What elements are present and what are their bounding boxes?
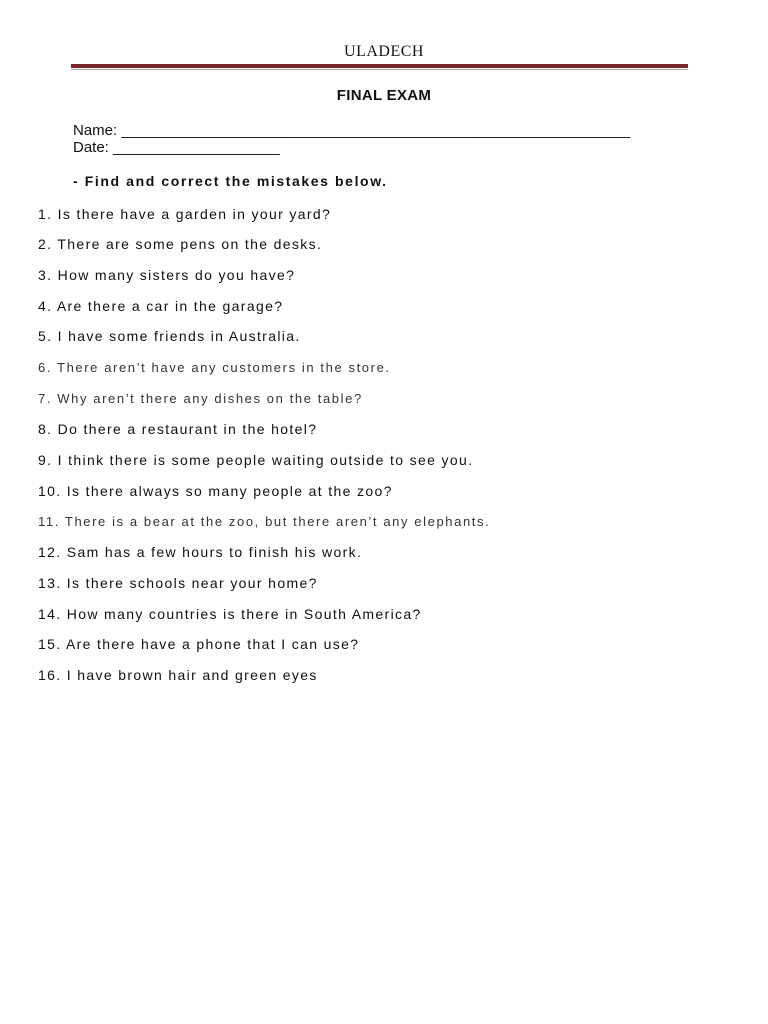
question-number: 2. xyxy=(38,236,53,252)
question-text: Why aren’t there any dishes on the table? xyxy=(57,391,363,406)
question-text: Are there a car in the garage? xyxy=(56,298,284,314)
question-text: I have some friends in Australia. xyxy=(57,328,301,344)
question-number: 3. xyxy=(38,267,53,283)
question-text: Do there a restaurant in the hotel? xyxy=(57,421,318,437)
question-item xyxy=(38,328,301,344)
header-divider xyxy=(71,64,688,68)
question-number: 14. xyxy=(38,606,62,622)
question-item xyxy=(38,544,362,560)
question-item xyxy=(38,514,490,529)
question-number: 8. xyxy=(38,421,53,437)
question-item xyxy=(38,298,283,314)
question-item xyxy=(38,483,393,499)
question-number: 10. xyxy=(38,483,62,499)
question-item xyxy=(38,391,363,406)
date-field: Date: ____________________ xyxy=(73,139,280,156)
question-number: 1. xyxy=(38,206,53,222)
question-item xyxy=(38,360,391,375)
question-text: There are some pens on the desks. xyxy=(57,236,323,252)
header-divider-shadow xyxy=(71,69,688,70)
question-text: Is there schools near your home? xyxy=(66,575,318,591)
question-number: 15. xyxy=(38,636,62,652)
question-number: 4. xyxy=(38,298,53,314)
question-item xyxy=(38,236,322,252)
question-text: How many sisters do you have? xyxy=(57,267,296,283)
question-number: 13. xyxy=(38,575,62,591)
question-text: How many countries is there in South America? xyxy=(66,606,422,622)
question-text: I have brown hair and green eyes xyxy=(66,667,318,683)
question-item xyxy=(38,206,331,222)
question-number: 12. xyxy=(38,544,62,560)
question-number: 9. xyxy=(38,452,53,468)
question-item xyxy=(38,267,295,283)
question-item xyxy=(38,606,422,622)
question-item xyxy=(38,575,318,591)
question-text: Is there have a garden in your yard? xyxy=(57,206,332,222)
institution-header: ULADECH xyxy=(344,43,424,60)
name-field: Name: _____________________________________________________________ xyxy=(73,122,631,139)
instruction-text: - Find and correct the mistakes below. xyxy=(73,173,388,189)
question-number: 16. xyxy=(38,667,62,683)
question-text: I think there is some people waiting outside to see you. xyxy=(57,452,474,468)
question-number: 6. xyxy=(38,360,53,375)
question-number: 11. xyxy=(38,514,60,529)
question-text: Is there always so many people at the zoo? xyxy=(66,483,393,499)
question-item xyxy=(38,636,359,652)
question-text: There is a bear at the zoo, but there aren’t any elephants. xyxy=(64,514,491,529)
question-number: 5. xyxy=(38,328,53,344)
question-text: Sam has a few hours to finish his work. xyxy=(66,544,363,560)
exam-title: FINAL EXAM xyxy=(336,87,432,104)
question-number: 7. xyxy=(38,391,53,406)
question-item xyxy=(38,421,317,437)
question-text: There aren’t have any customers in the store. xyxy=(57,360,391,375)
question-item xyxy=(38,452,473,468)
question-item xyxy=(38,667,318,683)
question-text: Are there have a phone that I can use? xyxy=(65,636,360,652)
